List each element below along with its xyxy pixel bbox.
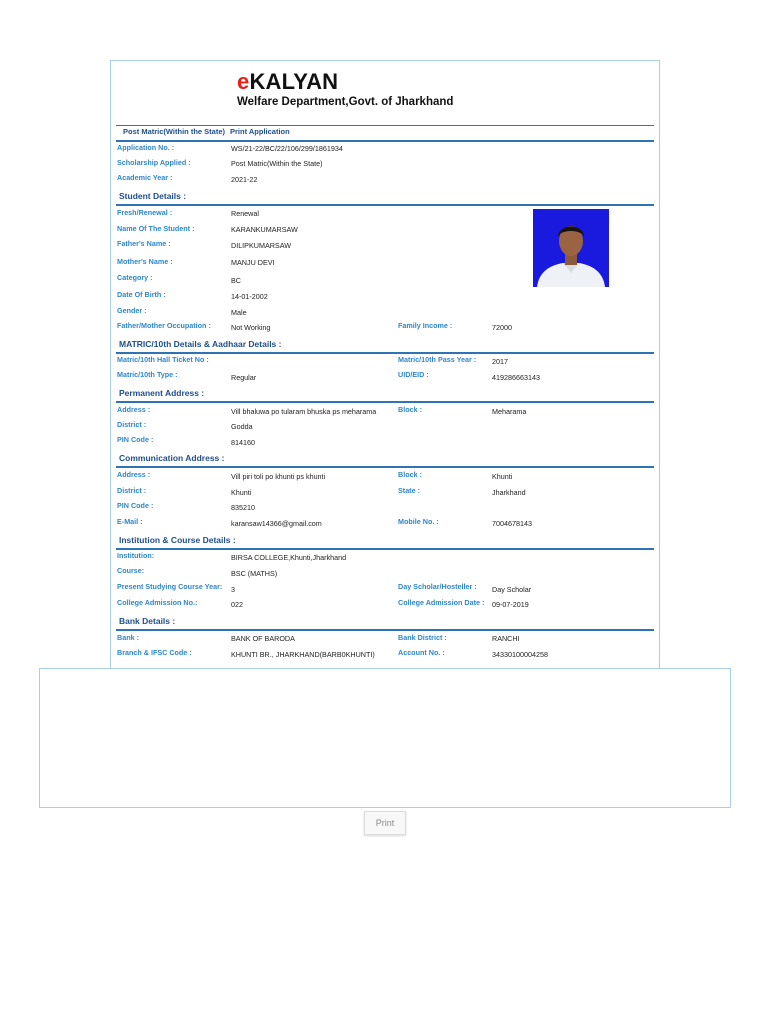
email-value: karansaw14366@gmail.com	[231, 519, 322, 528]
communication-pin-label: PIN Code :	[117, 501, 154, 510]
matric-details-heading: MATRIC/10th Details & Aadhaar Details :	[119, 339, 282, 349]
fresh-renewal-value: Renewal	[231, 209, 259, 218]
permanent-block-value: Meharama	[492, 407, 527, 416]
communication-address-heading: Communication Address :	[119, 453, 225, 463]
application-no-value: WS/21-22/BC/22/106/299/1861934	[231, 144, 343, 153]
pass-year-label: Matric/10th Pass Year :	[398, 355, 477, 364]
communication-address-label: Address :	[117, 470, 151, 479]
institution-value: BIRSA COLLEGE,Khunti,Jharkhand	[231, 553, 347, 562]
permanent-district-value: Godda	[231, 422, 253, 431]
communication-block-value: Khunti	[492, 472, 513, 481]
academic-year-value: 2021-22	[231, 175, 258, 184]
student-photo-image	[533, 209, 609, 287]
email-label: E-Mail :	[117, 517, 143, 526]
mobile-label: Mobile No. :	[398, 517, 439, 526]
bank-label: Bank :	[117, 633, 139, 642]
divider	[116, 401, 654, 403]
scholarship-value: Post Matric(Within the State)	[231, 159, 323, 168]
communication-address-value: Vill piri toli po khunti ps khunti	[231, 472, 326, 481]
application-card	[110, 60, 660, 672]
student-name-value: KARANKUMARSAW	[231, 225, 298, 234]
category-label: Category :	[117, 273, 153, 282]
brand-logo: eKALYAN	[237, 69, 339, 94]
divider	[116, 125, 654, 126]
occupation-label: Father/Mother Occupation :	[117, 321, 211, 330]
account-no-value: 34330100004258	[492, 650, 548, 659]
day-scholar-label: Day Scholar/Hosteller :	[398, 582, 477, 591]
father-name-label: Father's Name :	[117, 239, 171, 248]
communication-district-label: District :	[117, 486, 147, 495]
divider	[116, 629, 654, 631]
course-label: Course:	[117, 566, 145, 575]
category-value: BC	[231, 276, 241, 285]
bank-value: BANK OF BARODA	[231, 634, 295, 643]
permanent-address-value: Vill bhaluwa po tularam bhuska ps meharama	[231, 407, 377, 416]
permanent-address-label: Address :	[117, 405, 151, 414]
communication-block-label: Block :	[398, 470, 422, 479]
matric-type-label: Matric/10th Type :	[117, 370, 178, 379]
brand-header	[237, 69, 453, 108]
divider	[116, 466, 654, 468]
admission-no-label: College Admission No.:	[117, 598, 198, 607]
academic-year-label: Academic Year :	[117, 173, 173, 182]
occupation-value: Not Working	[231, 323, 271, 332]
bank-district-value: RANCHI	[492, 634, 520, 643]
print-application-row	[111, 127, 659, 141]
branch-ifsc-value: KHUNTI BR., JHARKHAND(BARB0KHUNTI)	[231, 650, 375, 659]
permanent-pin-value: 814160	[231, 438, 255, 447]
course-year-label: Present Studying Course Year:	[117, 582, 223, 591]
mobile-value: 7004678143	[492, 519, 532, 528]
matric-type-value: Regular	[231, 373, 257, 382]
uid-value: 419286663143	[492, 373, 540, 382]
institution-details-heading: Institution & Course Details :	[119, 535, 236, 545]
print-application-title: Print Application	[230, 127, 290, 136]
bank-details-heading: Bank Details :	[119, 616, 176, 626]
mother-name-label: Mother's Name :	[117, 257, 173, 266]
mother-name-value: MANJU DEVI	[231, 258, 275, 267]
divider	[116, 548, 654, 550]
dob-label: Date Of Birth :	[117, 290, 166, 299]
student-details-heading: Student Details :	[119, 191, 187, 201]
admission-date-label: College Admission Date :	[398, 598, 485, 607]
dob-value: 14-01-2002	[231, 292, 268, 301]
print-button[interactable]: Print	[364, 811, 406, 835]
admission-no-value: 022	[231, 600, 243, 609]
communication-state-value: Jharkhand	[492, 488, 526, 497]
blank-panel	[39, 668, 731, 808]
hall-ticket-label: Matric/10th Hall Ticket No :	[117, 355, 209, 364]
pass-year-value: 2017	[492, 357, 508, 366]
permanent-district-label: District :	[117, 420, 147, 429]
permanent-pin-label: PIN Code :	[117, 435, 154, 444]
account-no-label: Account No. :	[398, 648, 445, 657]
family-income-value: 72000	[492, 323, 512, 332]
communication-pin-value: 835210	[231, 503, 255, 512]
student-photo	[533, 209, 609, 287]
branch-ifsc-label: Branch & IFSC Code :	[117, 648, 192, 657]
institution-label: Institution:	[117, 551, 155, 560]
father-name-value: DILIPKUMARSAW	[231, 241, 292, 250]
student-name-label: Name Of The Student :	[117, 224, 195, 233]
day-scholar-value: Day Scholar	[492, 585, 532, 594]
course-value: BSC (MATHS)	[231, 569, 278, 578]
family-income-label: Family Income :	[398, 321, 453, 330]
permanent-block-label: Block :	[398, 405, 422, 414]
scholarship-label: Scholarship Applied :	[117, 158, 191, 167]
scheme-title: Post Matric(Within the State)	[123, 127, 226, 136]
admission-date-value: 09-07-2019	[492, 600, 529, 609]
gender-label: Gender :	[117, 306, 147, 315]
divider	[116, 140, 654, 142]
application-no-label: Application No. :	[117, 143, 175, 152]
permanent-address-heading: Permanent Address :	[119, 388, 205, 398]
uid-label: UID/EID :	[398, 370, 429, 379]
bank-district-label: Bank District :	[398, 633, 447, 642]
divider	[116, 352, 654, 354]
department-subtitle: Welfare Department,Govt. of Jharkhand	[237, 96, 454, 108]
course-year-value: 3	[231, 585, 235, 594]
fresh-renewal-label: Fresh/Renewal :	[117, 208, 173, 217]
gender-value: Male	[231, 308, 247, 317]
communication-district-value: Khunti	[231, 488, 252, 497]
divider	[116, 204, 654, 206]
communication-state-label: State :	[398, 486, 420, 495]
